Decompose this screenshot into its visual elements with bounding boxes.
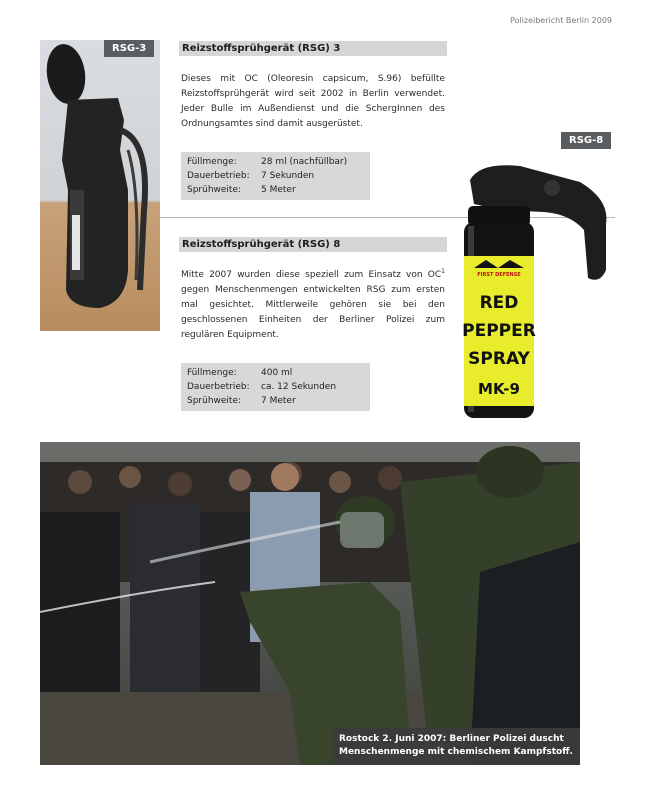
spec-label: Sprühweite: [187,396,242,406]
can-label-line1: RED [479,293,519,313]
spec-value: 7 Sekunden [261,171,315,181]
section1-title: Reizstoffsprühgerät (RSG) 3 [179,41,447,56]
rsg3-tag: RSG-3 [104,40,154,57]
section2-spec-box [181,363,370,411]
can-label-line2: PEPPER [462,321,536,341]
protest-scene-illustration [40,442,580,765]
can-label-model: MK-9 [478,380,520,398]
spec-value: 28 ml (nachfüllbar) [261,157,348,167]
rsg3-device-illustration [40,40,160,331]
spec-label: Dauerbetrieb: [187,171,250,181]
rsg8-can-illustration [460,160,615,422]
rsg3-photo [40,40,160,331]
spec-value: 7 Meter [261,396,296,406]
spec-label: Dauerbetrieb: [187,382,250,392]
section2-body-start: Mitte 2007 wurden diese speziell zum Einsatz von OC [181,270,442,280]
spec-value: ca. 12 Sekunden [261,382,337,392]
protest-photo [40,442,580,765]
section1-body: Dieses mit OC (Oleoresin capsicum, S.96) befüllte Reizstoffsprühgerät wird seit 2002 in Berlin verwendet. Jeder Bulle im Außendienst und die SchergInnen des Ordnungsamtes sind damit ausgerüstet. [181,74,445,129]
can-brand-text: FIRST DEFENSE [477,272,521,278]
rsg8-photo [460,160,615,422]
spec-label: Sprühweite: [187,185,242,195]
page-header: Polizeibericht Berlin 2009 [510,16,612,25]
spec-row [187,183,364,197]
spec-row [187,394,364,408]
spec-value: 400 ml [261,368,293,378]
rsg8-tag: RSG-8 [561,132,611,149]
spec-row [187,366,364,380]
spec-row [187,380,364,394]
footnote-marker: 1 [441,268,445,275]
section1-spec-box [181,152,370,200]
spec-label: Füllmenge: [187,368,237,378]
spec-row [187,169,364,183]
can-label-line3: SPRAY [468,349,530,369]
section2-body [181,268,445,343]
photo-caption: Rostock 2. Juni 2007: Berliner Polizei duscht Menschenmenge mit chemischem Kampfstoff. [333,728,580,765]
spec-value: 5 Meter [261,185,296,195]
section2-body-end: gegen Menschenmengen entwickelten RSG zum ersten mal gesichtet. Mittlerweile gehören sie bei den geschlossenen Einheiten der Berliner Polizei zum regulären Equipment. [181,285,445,340]
spec-row [187,155,364,169]
spec-label: Füllmenge: [187,157,237,167]
section2-title: Reizstoffsprühgerät (RSG) 8 [179,237,447,252]
